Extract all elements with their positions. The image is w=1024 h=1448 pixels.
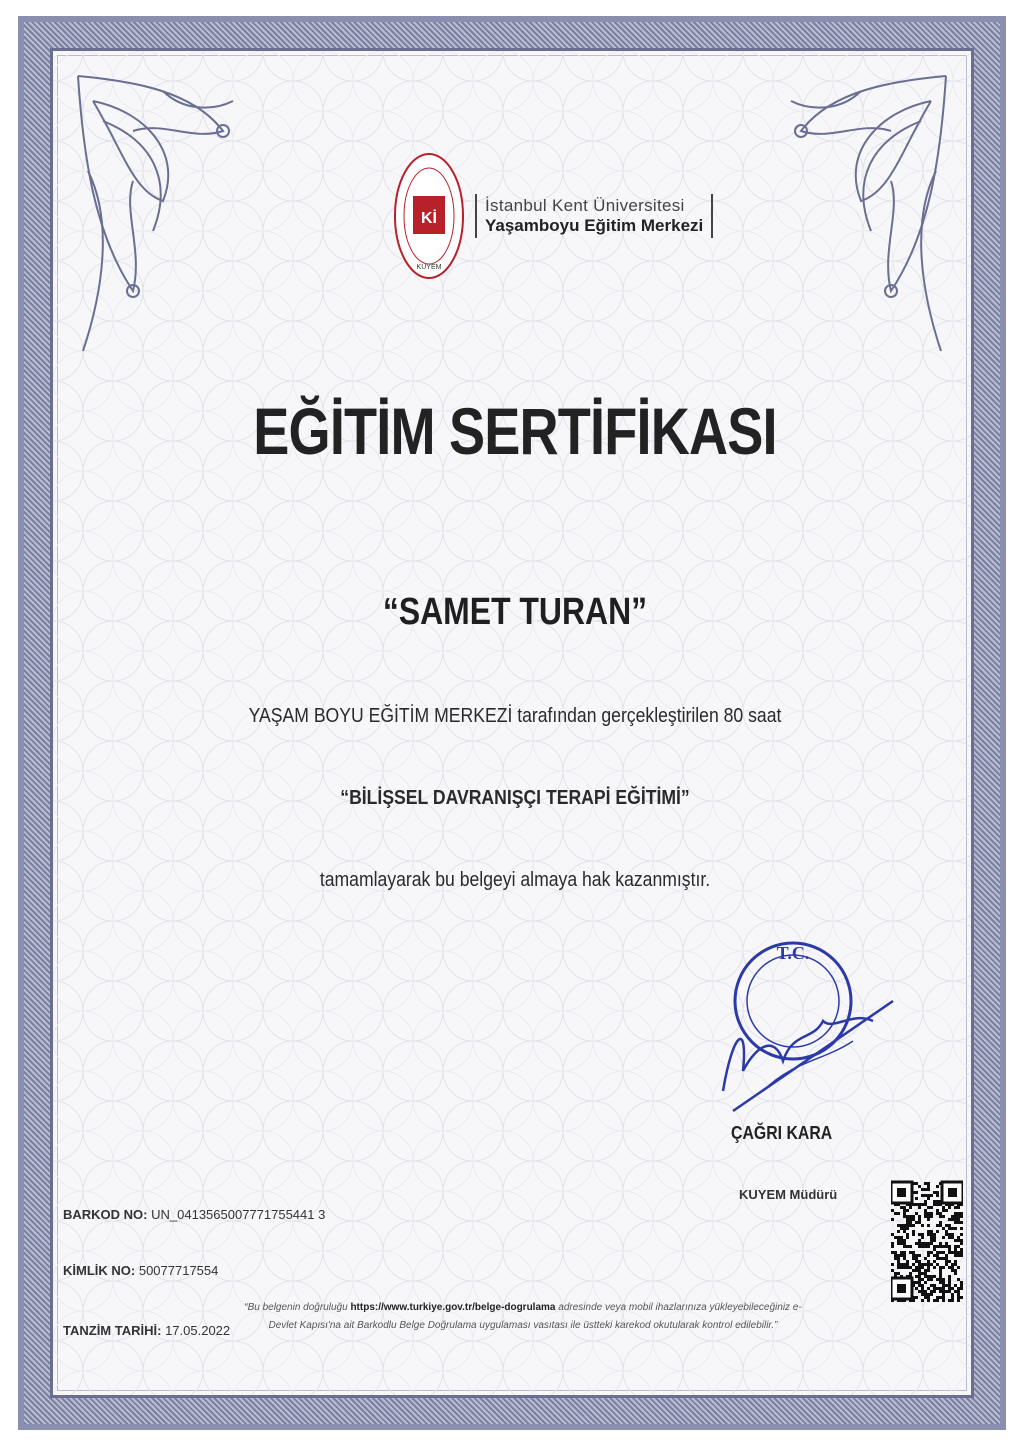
signatory-name: ÇAĞRI KARA [731, 1123, 833, 1143]
issue-date: TANZİM TARİHİ: 17.05.2022 [63, 1323, 231, 1338]
recipient-name: “SAMET TURAN” [382, 591, 648, 633]
qr-code-icon[interactable] [891, 1177, 963, 1307]
verification-url[interactable]: https://www.turkiye.gov.tr/belge-dogrulama [350, 1302, 556, 1313]
corner-ornament-right [781, 71, 951, 371]
logo-text [475, 194, 713, 238]
logo-university-name: İstanbul Kent Üniversitesi [485, 196, 685, 215]
barcode-number: BARKOD NO: UN_0413565007771755441 3 [63, 1207, 326, 1222]
certificate-title: EĞİTİM SERTİFİKASI [253, 394, 777, 468]
body-line-1: YAŞAM BOYU EĞİTİM MERKEZİ tarafından gerçekleştirilen 80 saat [248, 705, 782, 727]
signatory-role: KUYEM Müdürü [739, 1187, 838, 1202]
certificate-paper [50, 48, 974, 1398]
svg-text:Kİ: Kİ [421, 210, 437, 227]
body-line-3: tamamlayarak bu belgeyi almaya hak kazanmıştır. [319, 869, 711, 891]
verification-note: “Bu belgenin doğruluğu https://www.turkiye.gov.tr/belge-dogrulama adresinde veya mobil ihazlarınıza yükleyebileceğiniz e-Devlet Kapısı'na ait Barkodlu Belge Doğrulama uygulaması vasıtası ile üstteki karekod okutularak kontrol edilebilir.” [244, 1302, 802, 1331]
svg-text:T.C.: T.C. [776, 943, 810, 963]
university-logo [393, 151, 713, 281]
logo-center-name: Yaşamboyu Eğitim Merkezi [485, 216, 704, 235]
course-name: “BİLİŞSEL DAVRANIŞÇI TERAPİ EĞİTİMİ” [340, 787, 690, 809]
corner-ornament-left [73, 71, 243, 371]
svg-text:KÜYEM: KÜYEM [416, 264, 442, 271]
id-number: KİMLİK NO: 50077717554 [63, 1263, 219, 1278]
official-stamp-signature [703, 911, 903, 1121]
university-seal-icon [393, 151, 465, 281]
